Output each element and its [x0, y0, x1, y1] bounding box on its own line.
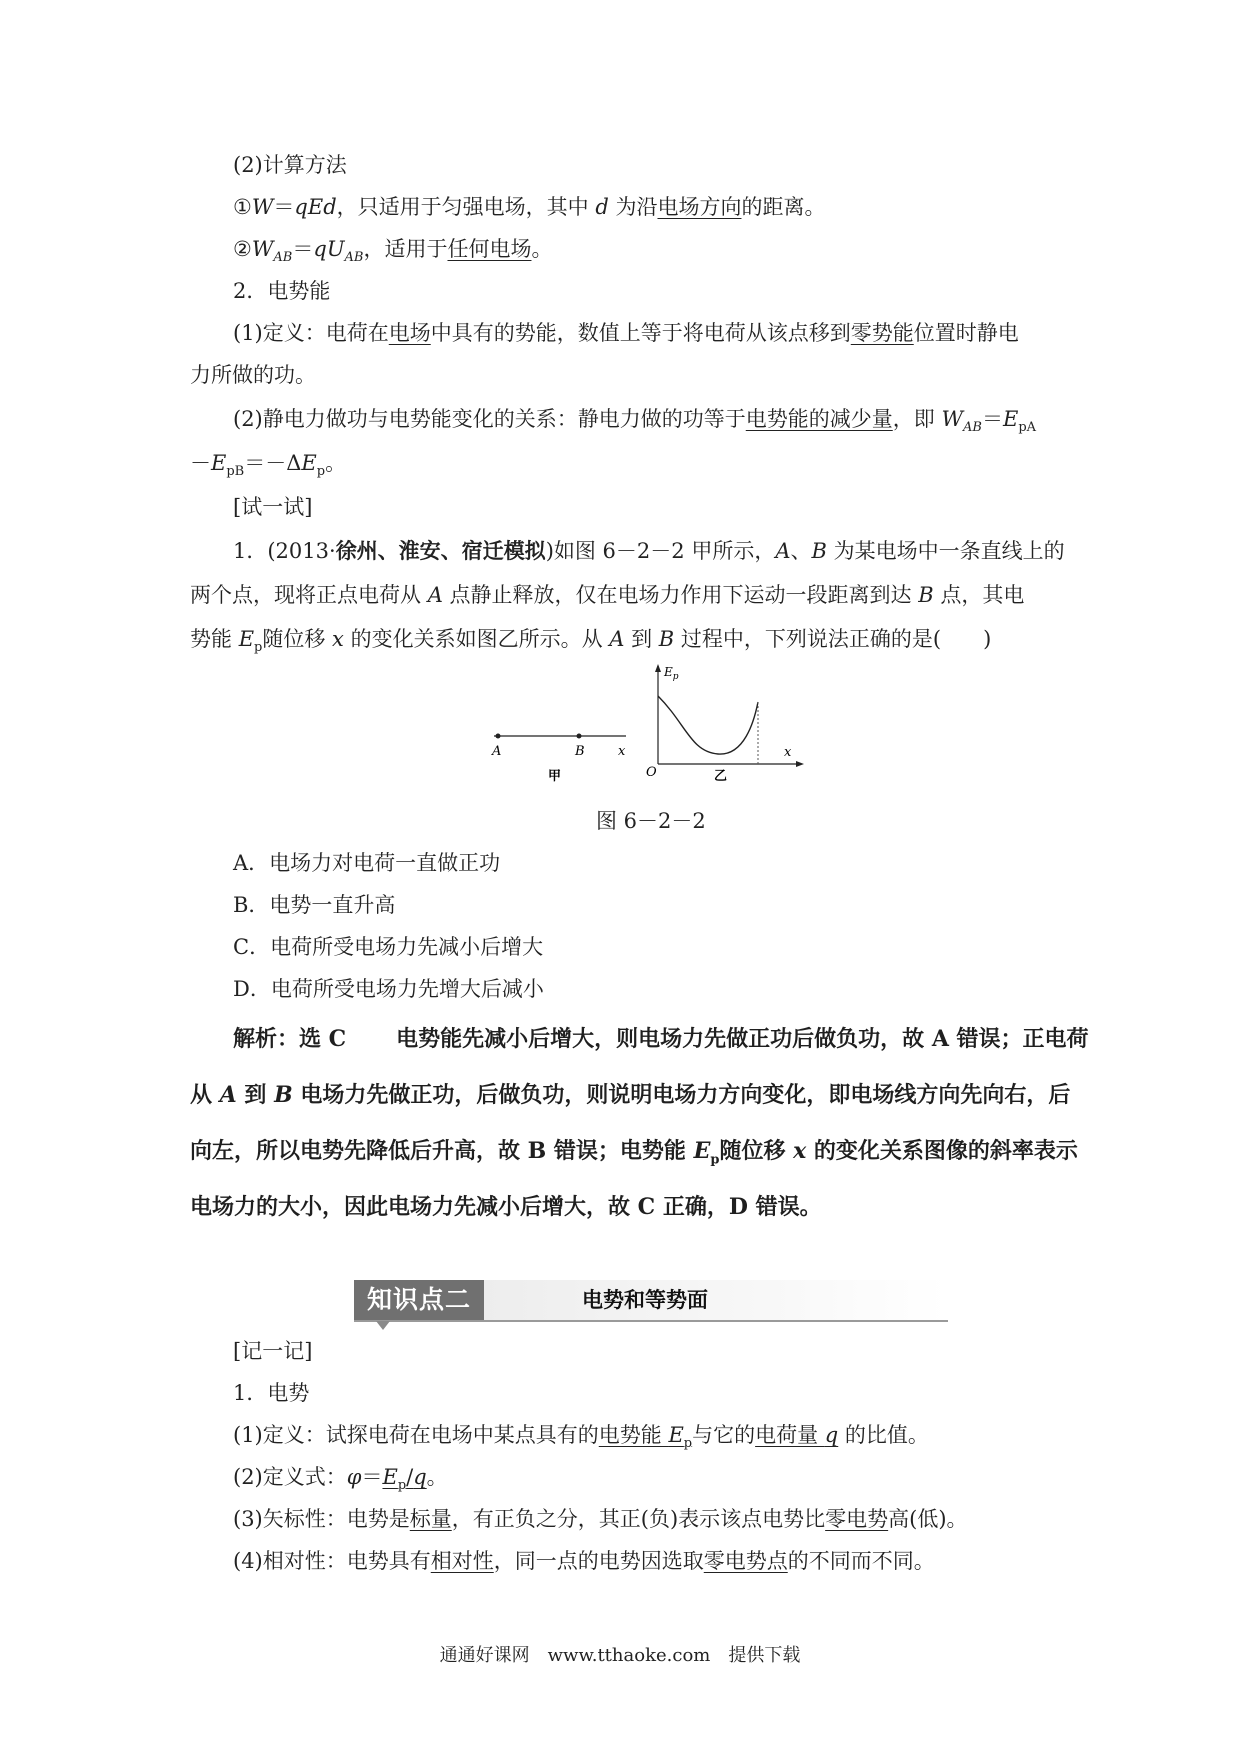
relation-line-2: $-E_{pB}=-\Delta E_p$。 [190, 451, 347, 480]
caption-jia: 甲 [548, 769, 562, 784]
heading-potential: 1．电势 [233, 1381, 310, 1405]
potential-scalar: (3)矢标性：电势是标量，有正负之分，其正(负)表示该点电势比零电势高(低)。 [233, 1507, 968, 1531]
formula-line-1: ①W＝qEd，只适用于匀强电场，其中 d 为沿电场方向的距离。 [233, 195, 826, 219]
definition-line-1: (1)定义：电荷在电场中具有的势能，数值上等于将电荷从该点移到零势能位置时静电 [233, 321, 1019, 345]
point-a [496, 734, 501, 739]
option-b: B．电势一直升高 [233, 893, 396, 917]
potential-formula: (2)定义式：$\varphi=E_p/q$。 [233, 1465, 448, 1494]
point-b [577, 734, 582, 739]
option-a: A．电场力对电荷一直做正功 [233, 851, 501, 875]
remember-label: [记一记] [233, 1339, 313, 1363]
ep-curve [658, 696, 758, 754]
x-axis-arrow-icon [796, 761, 804, 767]
label-ep: $E_p$ [664, 665, 679, 682]
relation-line-1: (2)静电力做功与电势能变化的关系：静电力做的功等于电势能的减少量，即 $W_{AB}=E_{pA}$ [233, 407, 1037, 436]
figure-caption: 图 6－2－2 [596, 809, 706, 833]
analysis-line-1: 解析：选 C 电势能先减小后增大，则电场力先做正功后做负功，故 A 错误；正电荷 [233, 1026, 1089, 1052]
label-x-left: x [618, 744, 626, 759]
option-c: C．电荷所受电场力先减小后增大 [233, 935, 544, 959]
potential-definition: (1)定义：试探电荷在电场中某点具有的电势能 $E_p$与它的电荷量 q 的比值。 [233, 1423, 929, 1452]
y-axis-arrow-icon [655, 664, 661, 672]
label-b: B [575, 744, 585, 759]
analysis-line-4: 电场力的大小，因此电场力先减小后增大，故 C 正确，D 错误。 [190, 1194, 822, 1220]
formula-line-2: $②W_{AB}=qU_{AB}$，适用于任何电场。 [233, 237, 553, 266]
analysis-line-2: 从 A 到 B 电场力先做正功，后做负功，则说明电场力方向变化，即电场线方向先向右，后 [190, 1082, 1071, 1108]
option-d: D．电荷所受电场力先增大后减小 [233, 977, 544, 1001]
heading-calc-method: (2)计算方法 [233, 153, 347, 177]
heading-potential-energy: 2．电势能 [233, 279, 331, 303]
section-title: 电势和等势面 [582, 1287, 708, 1312]
question-line-2: 两个点，现将正点电荷从 A 点静止释放，仅在电场力作用下运动一段距离到达 B 点，其电 [190, 583, 1025, 607]
section-header [354, 1280, 948, 1322]
analysis-line-3: 向左，所以电势先降低后升高，故 B 错误；电势能 $E_p$随位移 x 的变化关系图像的斜率表示 [190, 1138, 1078, 1168]
label-origin: O [646, 765, 657, 780]
definition-line-2: 力所做的功。 [190, 363, 316, 387]
figure-6-2-2 [486, 664, 806, 784]
caption-yi: 乙 [714, 769, 728, 784]
potential-relativity: (4)相对性：电势具有相对性，同一点的电势因选取零电势点的不同而不同。 [233, 1549, 935, 1573]
label-a: A [492, 744, 502, 759]
footer: 通通好课网 www.tthaoke.com 提供下载 [439, 1645, 801, 1666]
label-x-right: x [784, 745, 792, 760]
question-line-1: 1．(2013·徐州、淮安、宿迁模拟)如图 6－2－2 甲所示，A、B 为某电场中一条直线上的 [233, 538, 1065, 563]
section-tab: 知识点二 [354, 1280, 484, 1320]
question-line-3: 势能 $E_p$随位移 x 的变化关系如图乙所示。从 A 到 B 过程中，下列说法正确的是( ) [190, 627, 992, 656]
try-it-label: [试一试] [233, 495, 313, 519]
